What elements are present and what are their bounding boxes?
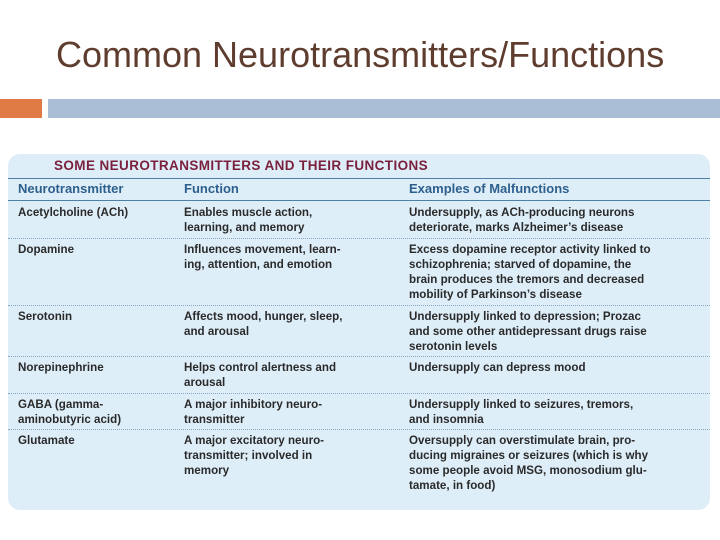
cell-function: Influences movement, learn- ing, attention, and emotion	[184, 243, 341, 271]
table-row	[8, 202, 710, 239]
cell-neurotransmitter: Serotonin	[18, 310, 73, 323]
cell-neurotransmitter: Dopamine	[18, 243, 75, 256]
neurotransmitter-table-card	[8, 154, 710, 510]
cell-malfunctions: Excess dopamine receptor activity linked to schizophrenia; starved of dopamine, the brain produces the tremors and decreased mobility of Parkinson’s disease	[409, 243, 651, 301]
column-header-malfunctions: Examples of Malfunctions	[409, 181, 570, 196]
cell-malfunctions: Undersupply can depress mood	[409, 361, 586, 374]
cell-malfunctions: Undersupply linked to depression; Prozac and some other antidepressant drugs raise serotonin levels	[409, 310, 647, 353]
table-row	[8, 357, 710, 394]
cell-neurotransmitter: Glutamate	[18, 434, 75, 447]
table-row	[8, 394, 710, 430]
table-row	[8, 239, 710, 306]
cell-function: A major inhibitory neuro- transmitter	[184, 398, 323, 426]
title-accent-bar-orange	[0, 99, 42, 118]
column-header-function: Function	[184, 181, 239, 196]
table-row	[8, 306, 710, 357]
cell-function: Helps control alertness and arousal	[184, 361, 337, 389]
slide-title: Common Neurotransmitters/Functions	[56, 34, 665, 75]
cell-function: A major excitatory neuro- transmitter; involved in memory	[184, 434, 325, 477]
cell-function: Affects mood, hunger, sleep, and arousal	[184, 310, 343, 338]
cell-function: Enables muscle action, learning, and memory	[184, 206, 313, 234]
cell-malfunctions: Undersupply, as ACh-producing neurons deteriorate, marks Alzheimer’s disease	[409, 206, 635, 234]
cell-malfunctions: Oversupply can overstimulate brain, pro- ducing migraines or seizures (which is why some people avoid MSG, monosodium glu- tamate, in food)	[409, 434, 649, 492]
table-heading: SOME NEUROTRANSMITTERS AND THEIR FUNCTIONS	[54, 158, 429, 173]
cell-neurotransmitter: Norepinephrine	[18, 361, 104, 374]
table-row	[8, 430, 710, 500]
column-header-neurotransmitter: Neurotransmitter	[18, 181, 124, 196]
title-accent-bar-blue	[48, 99, 720, 118]
cell-neurotransmitter: Acetylcholine (ACh)	[18, 206, 129, 219]
cell-neurotransmitter: GABA (gamma- aminobutyric acid)	[18, 398, 122, 426]
cell-malfunctions: Undersupply linked to seizures, tremors, and insomnia	[409, 398, 634, 426]
table-header-row	[8, 178, 710, 201]
